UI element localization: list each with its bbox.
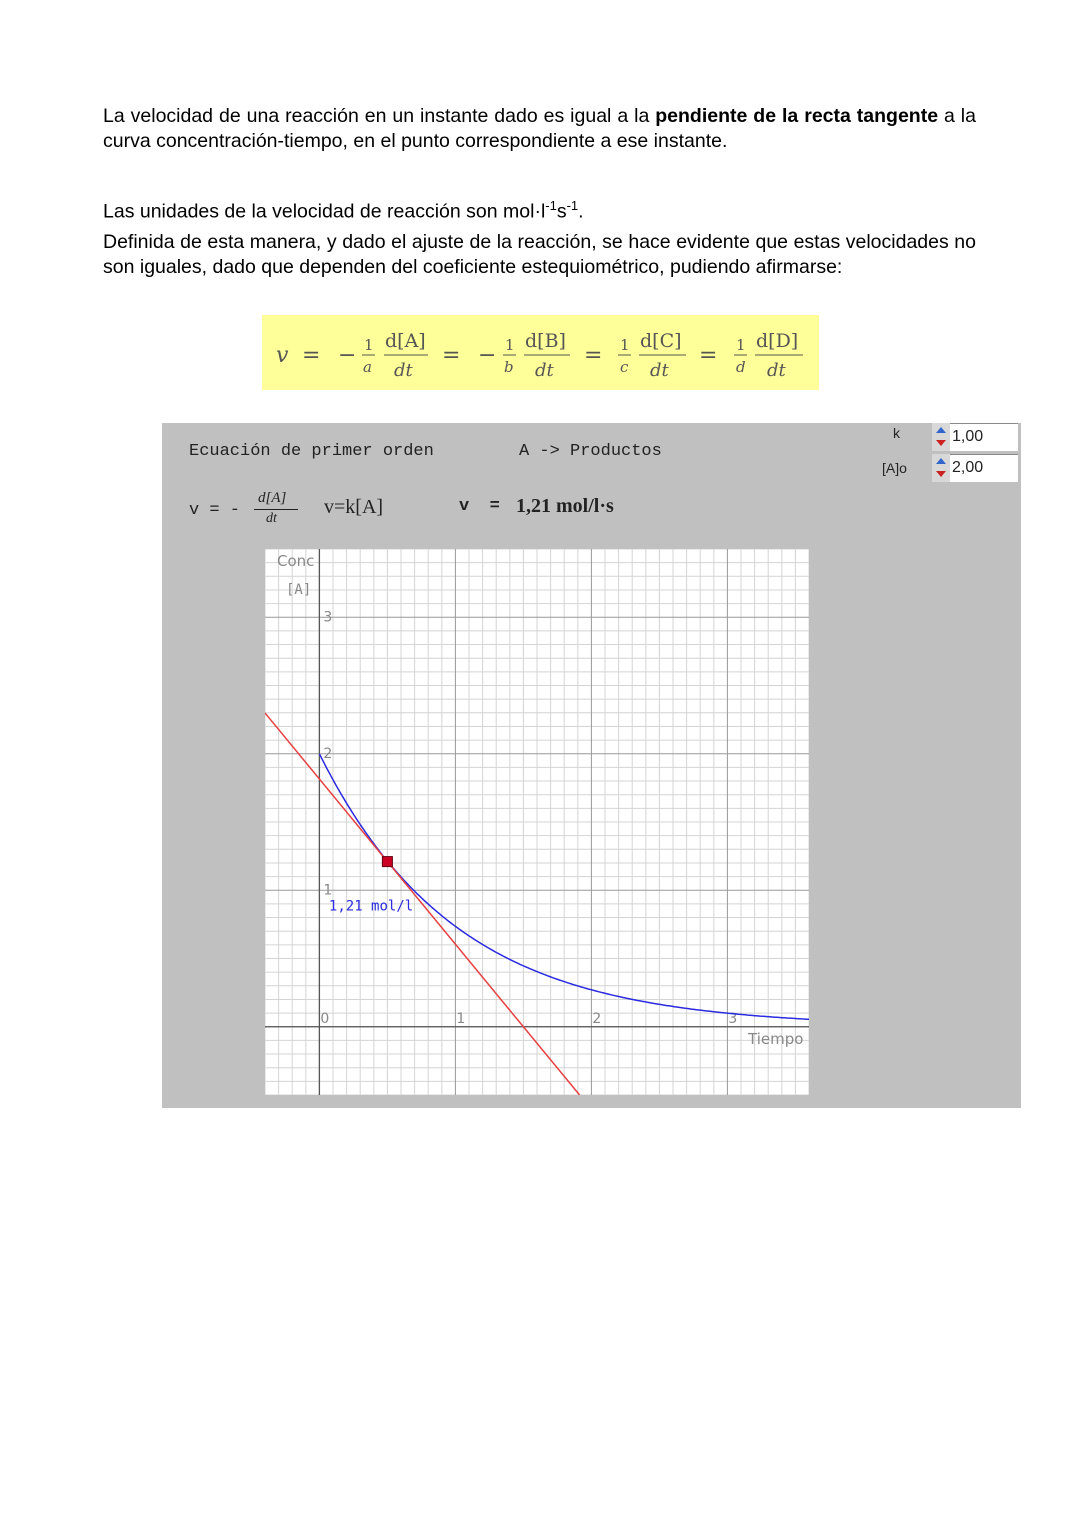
eq-dt-c: dt: [650, 360, 669, 381]
applet-rate-law: v=k[A]: [324, 496, 384, 518]
eq-dC: d[C]: [640, 330, 682, 352]
eq-dB: d[B]: [525, 330, 566, 352]
x-tick-label: 0: [320, 1010, 330, 1027]
rate-annotation: 1,21 mol/l: [328, 898, 414, 915]
applet-title: Ecuación de primer orden: [189, 442, 434, 461]
paragraph-definition: [103, 104, 976, 154]
p1-bold-text: pendiente de la recta tangente: [655, 105, 939, 127]
eq-equals-3: =: [584, 343, 603, 368]
k-spinner[interactable]: [932, 423, 1018, 451]
p2-end: .: [578, 200, 584, 223]
applet-v-label: v = -: [189, 501, 241, 520]
eq-minus-b: −: [478, 343, 497, 368]
eq-coef-d: d: [736, 358, 746, 376]
y-axis-label-2: [A]: [286, 582, 312, 598]
tangent-point[interactable]: [382, 857, 392, 867]
applet-v-value-label: v =: [459, 497, 511, 516]
p2-text: Las unidades de la velocidad de reacción son mol·l: [103, 200, 546, 223]
eq-one-d: 1: [736, 336, 746, 354]
paragraph-units: [103, 193, 976, 225]
concentration-time-plot[interactable]: [265, 549, 809, 1095]
eq-one-b: 1: [505, 336, 515, 354]
x-tick-label: 2: [592, 1010, 602, 1027]
applet-frac-den: dt: [266, 511, 277, 526]
y-axis-label: Conc: [277, 552, 315, 570]
p1-text-end: a la curva concentración-tiempo, en el punto correspondiente a ese instante.: [103, 105, 976, 152]
k-label: k: [893, 425, 900, 441]
x-axis-label: Tiempo: [748, 1030, 804, 1048]
eq-coef-a: a: [363, 358, 372, 376]
rate-equation: [262, 315, 819, 390]
p1-text: La velocidad de una reacción en un instante dado es igual a la: [103, 105, 656, 127]
applet-reaction: A -> Productos: [519, 442, 662, 461]
rate-equation-box: [262, 315, 819, 390]
applet-frac-num: d[A]: [258, 490, 287, 506]
a0-label: [A]o: [882, 460, 907, 476]
paragraph-coefficients: Definida de esta manera, y dado el ajuste de la reacción, se hace evidente que estas velocidades no son iguales, dado que dependen del coeficiente estequiométrico, pudiendo afirmarse:: [103, 231, 976, 278]
eq-coef-c: c: [620, 358, 629, 376]
eq-coef-b: b: [504, 358, 514, 376]
x-tick-label: 3: [728, 1010, 738, 1027]
x-tick-label: 1: [456, 1010, 466, 1027]
a0-input[interactable]: 2,00: [950, 454, 1018, 482]
eq-equals-1: =: [302, 343, 321, 368]
a0-spinner[interactable]: [932, 454, 1018, 482]
k-spinner-arrows[interactable]: [932, 423, 950, 451]
applet-v-value: 1,21 mol/l·s: [516, 495, 614, 517]
eq-equals-2: =: [442, 343, 461, 368]
eq-one-c: 1: [620, 336, 630, 354]
eq-dt-d: dt: [767, 360, 786, 381]
eq-dD: d[D]: [756, 330, 799, 352]
eq-dt-b: dt: [535, 360, 554, 381]
a0-spinner-arrows[interactable]: [932, 454, 950, 482]
eq-equals-4: =: [699, 343, 718, 368]
kinetics-applet[interactable]: [162, 423, 1021, 1108]
eq-one-a: 1: [364, 336, 374, 354]
applet-frac-line: [254, 509, 298, 510]
p2-mid: s: [556, 200, 567, 223]
eq-v: v: [276, 343, 289, 368]
y-tick-label: 2: [323, 745, 333, 762]
eq-minus-a: −: [338, 343, 357, 368]
eq-dA: d[A]: [385, 330, 426, 352]
p2-sup2: -1: [566, 198, 579, 213]
p2-sup1: -1: [545, 198, 557, 213]
y-tick-label: 3: [323, 609, 333, 626]
k-input[interactable]: 1,00: [950, 423, 1018, 451]
eq-dt-a: dt: [394, 360, 413, 381]
y-tick-label: 1: [323, 882, 333, 899]
